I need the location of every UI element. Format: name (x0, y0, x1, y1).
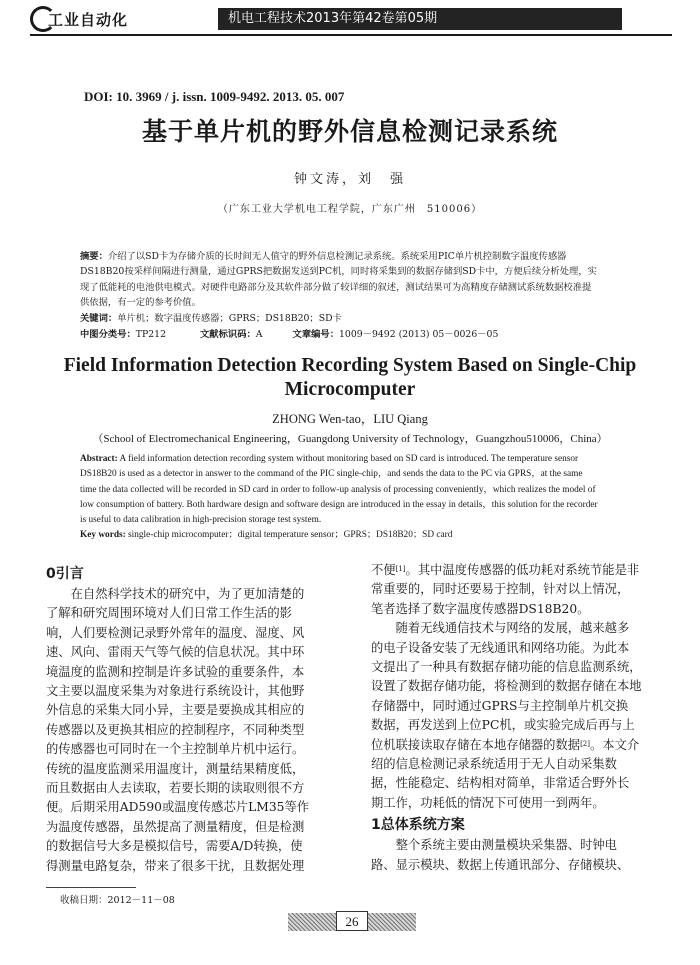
body-line: 传感器以及更换其相应的控制程序，不同种类型 (46, 722, 305, 737)
body-line: 存储器中，同时通过GPRS与主控制单片机交换 (371, 698, 629, 713)
abstract-cn-line: 摘要：介绍了以SD卡为存储介质的长时间无人值守的野外信息检测记录系统。系统采用PIC单片机控制数字温度传感器 (80, 251, 567, 262)
keywords-en: Key words: single-chip microcomputer；digital temperature sensor；GPRS；DS18B20；SD card (80, 530, 453, 540)
abstract-en-label: Abstract: (80, 454, 118, 464)
body-line: 绍的信息检测记录系统适用于无人自动采集数 (371, 757, 617, 772)
doc-code-value: A (255, 329, 263, 340)
clc-value: TP212 (135, 329, 166, 340)
page-number-ornament-left (288, 913, 336, 931)
body-line: 在自然科学技术的研究中，为了更加清楚的 (46, 587, 305, 601)
doc-code-label: 文献标识码： (200, 329, 256, 340)
journal-issue-bar: 机电工程技术2013年第42卷第05期 (218, 8, 622, 30)
section-1-heading: 1总体系统方案 (371, 817, 465, 834)
keywords-cn: 关键词：单片机；数字温度传感器；GPRS；DS18B20；SD卡 (80, 313, 342, 324)
body-line: 境温度的监测和控制是许多试验的重要条件，本 (46, 664, 305, 679)
body-line: 了解和研究周围环境对人们日常工作生活的影 (46, 606, 292, 621)
abstract-cn-label: 摘要： (80, 251, 108, 262)
doi: DOI: 10. 3969 / j. issn. 1009-9492. 2013. 05. 007 (84, 89, 345, 104)
body-line: 常重要的，同时还要易于控制，针对以上情况， (371, 582, 630, 597)
body-line: 整个系统主要由测量模块采集器、时钟电 (371, 838, 617, 853)
authors-en: ZHONG Wen-tao，LIU Qiang (272, 412, 428, 426)
affiliation-en: （School of Electromechanical Engineering，Guangdong University of Technology，Guangzhou510006，China） (92, 433, 608, 445)
paper-title-cn: 基于单片机的野外信息检测记录系统 (141, 117, 558, 146)
body-left-column (46, 563, 346, 876)
abstract-cn-line: DS18B20按采样间隔进行测量，通过GPRS把数据发送到PC机，同时将采集到的数据存储到SD卡中，方便后续分析处理，实 (80, 266, 597, 277)
authors-cn: 钟文涛，刘 强 (293, 172, 406, 187)
body-line: 数据，再发送到上位PC机，或实验完成后再与上 (371, 718, 635, 733)
body-line: 路、显示模块、数据上传通讯部分、存储模块、 (371, 857, 630, 872)
citation-ref: [1] (395, 565, 406, 573)
body-line: 为温度传感器，虽然提高了测量精度，但是检测 (46, 819, 305, 834)
page-number: 26 (336, 911, 368, 931)
body-line: 文主要以温度采集为对象进行系统设计，其他野 (46, 684, 305, 699)
header-divider (30, 34, 672, 36)
abstract-cn-line: 供依据，有一定的参考价值。 (80, 297, 201, 308)
clc-label: 中图分类号： (80, 329, 136, 340)
body-line: 便。后期采用AD590或温度传感芯片LM35等作 (46, 800, 310, 815)
abstract-en-line: DS18B20 is used as a detector in answer to the command of the PIC single-chip，and sends the data to the PC via GPRS，at the same (80, 469, 583, 479)
section-0-heading: 0引言 (46, 566, 84, 582)
body-line: 的数据信号大多是模拟信号，需要A/D转换，使 (46, 839, 303, 854)
body-line: 外信息的采集大同小异，主要是要换成其相应的 (46, 703, 305, 718)
citation-ref: [2] (580, 739, 590, 748)
abstract-en-line: Abstract: A field information detection recording system without monitoring based on SD card is introduced. The temperature sensor (80, 454, 579, 464)
body-line: 据，性能稳定、结构相对简单，非常适合野外长 (371, 776, 630, 791)
article-no-label: 文章编号： (292, 329, 340, 340)
body-line: 速、风向、雷雨天气等气候的信息状况。其中环 (46, 645, 305, 660)
body-line: 传统的温度监测采用温度计，测量结果精度低， (46, 761, 305, 776)
affiliation-cn: （广东工业大学机电工程学院，广东广州 510006） (217, 204, 483, 215)
body-line: 的传感器也可同时在一个主控制单片机中运行。 (46, 742, 305, 757)
journal-section-name: 工业自动化 (48, 11, 129, 29)
keywords-en-label: Key words: (80, 530, 126, 540)
abstract-cn-line: 现了低能耗的电池供电模式。对硬件电路部分及其软件部分做了较详细的叙述，测试结果可为高精度存储测试系统数据校准提 (80, 282, 592, 293)
body-line: 而且数据由人去读取，若要长期的读取则很不方 (46, 781, 305, 796)
body-line: 设置了数据存储功能，将检测到的数据存储在本地 (371, 679, 642, 694)
body-line: 笔者选择了数字温度传感器DS18B20。 (371, 601, 590, 616)
body-line: 响，人们要检测记录野外常年的温度、湿度、风 (46, 625, 305, 640)
abstract-en-line: is useful to data calibration in high-precision storage test system. (80, 515, 322, 525)
abstract-en-line: time the data collected will be recorded in SD card in order to follow-up analysis of processing conveniently，which realizes the model of (80, 485, 596, 495)
keywords-cn-label: 关键词： (80, 313, 118, 324)
received-date: 收稿日期：2012－11－08 (60, 895, 175, 906)
article-no-value: 1009－9492 (2013) 05－0026－05 (339, 329, 499, 340)
body-line: 不便[1]。其中温度传感器的低功耗对系统节能是非 (371, 563, 640, 577)
body-line: 期工作，功耗低的情况下可使用一到两年。 (371, 795, 605, 810)
paper-title-en: Field Information Detection Recording System Based on Single-Chip Microcomputer (63, 355, 637, 400)
footnote-divider (46, 887, 136, 888)
body-line: 的电子设备安装了无线通讯和网络功能。为此本 (371, 640, 630, 655)
classification-line (80, 327, 630, 343)
abstract-en-line: low consumption of battery. Both hardware design and software design are introduced in the essay in details，this solution for the recorder (80, 500, 598, 510)
page-number-ornament-right (368, 913, 416, 931)
body-line: 位机联接读取存储在本地存储器的数据[2]。本文介 (371, 737, 640, 752)
body-right-column (371, 561, 661, 875)
body-line: 文提出了一种具有数据存储功能的信息监测系统， (371, 660, 642, 675)
body-line: 随着无线通信技术与网络的发展，越来越多 (371, 621, 630, 636)
body-line: 得测量电路复杂，带来了很多干扰，且数据处理 (46, 858, 305, 873)
